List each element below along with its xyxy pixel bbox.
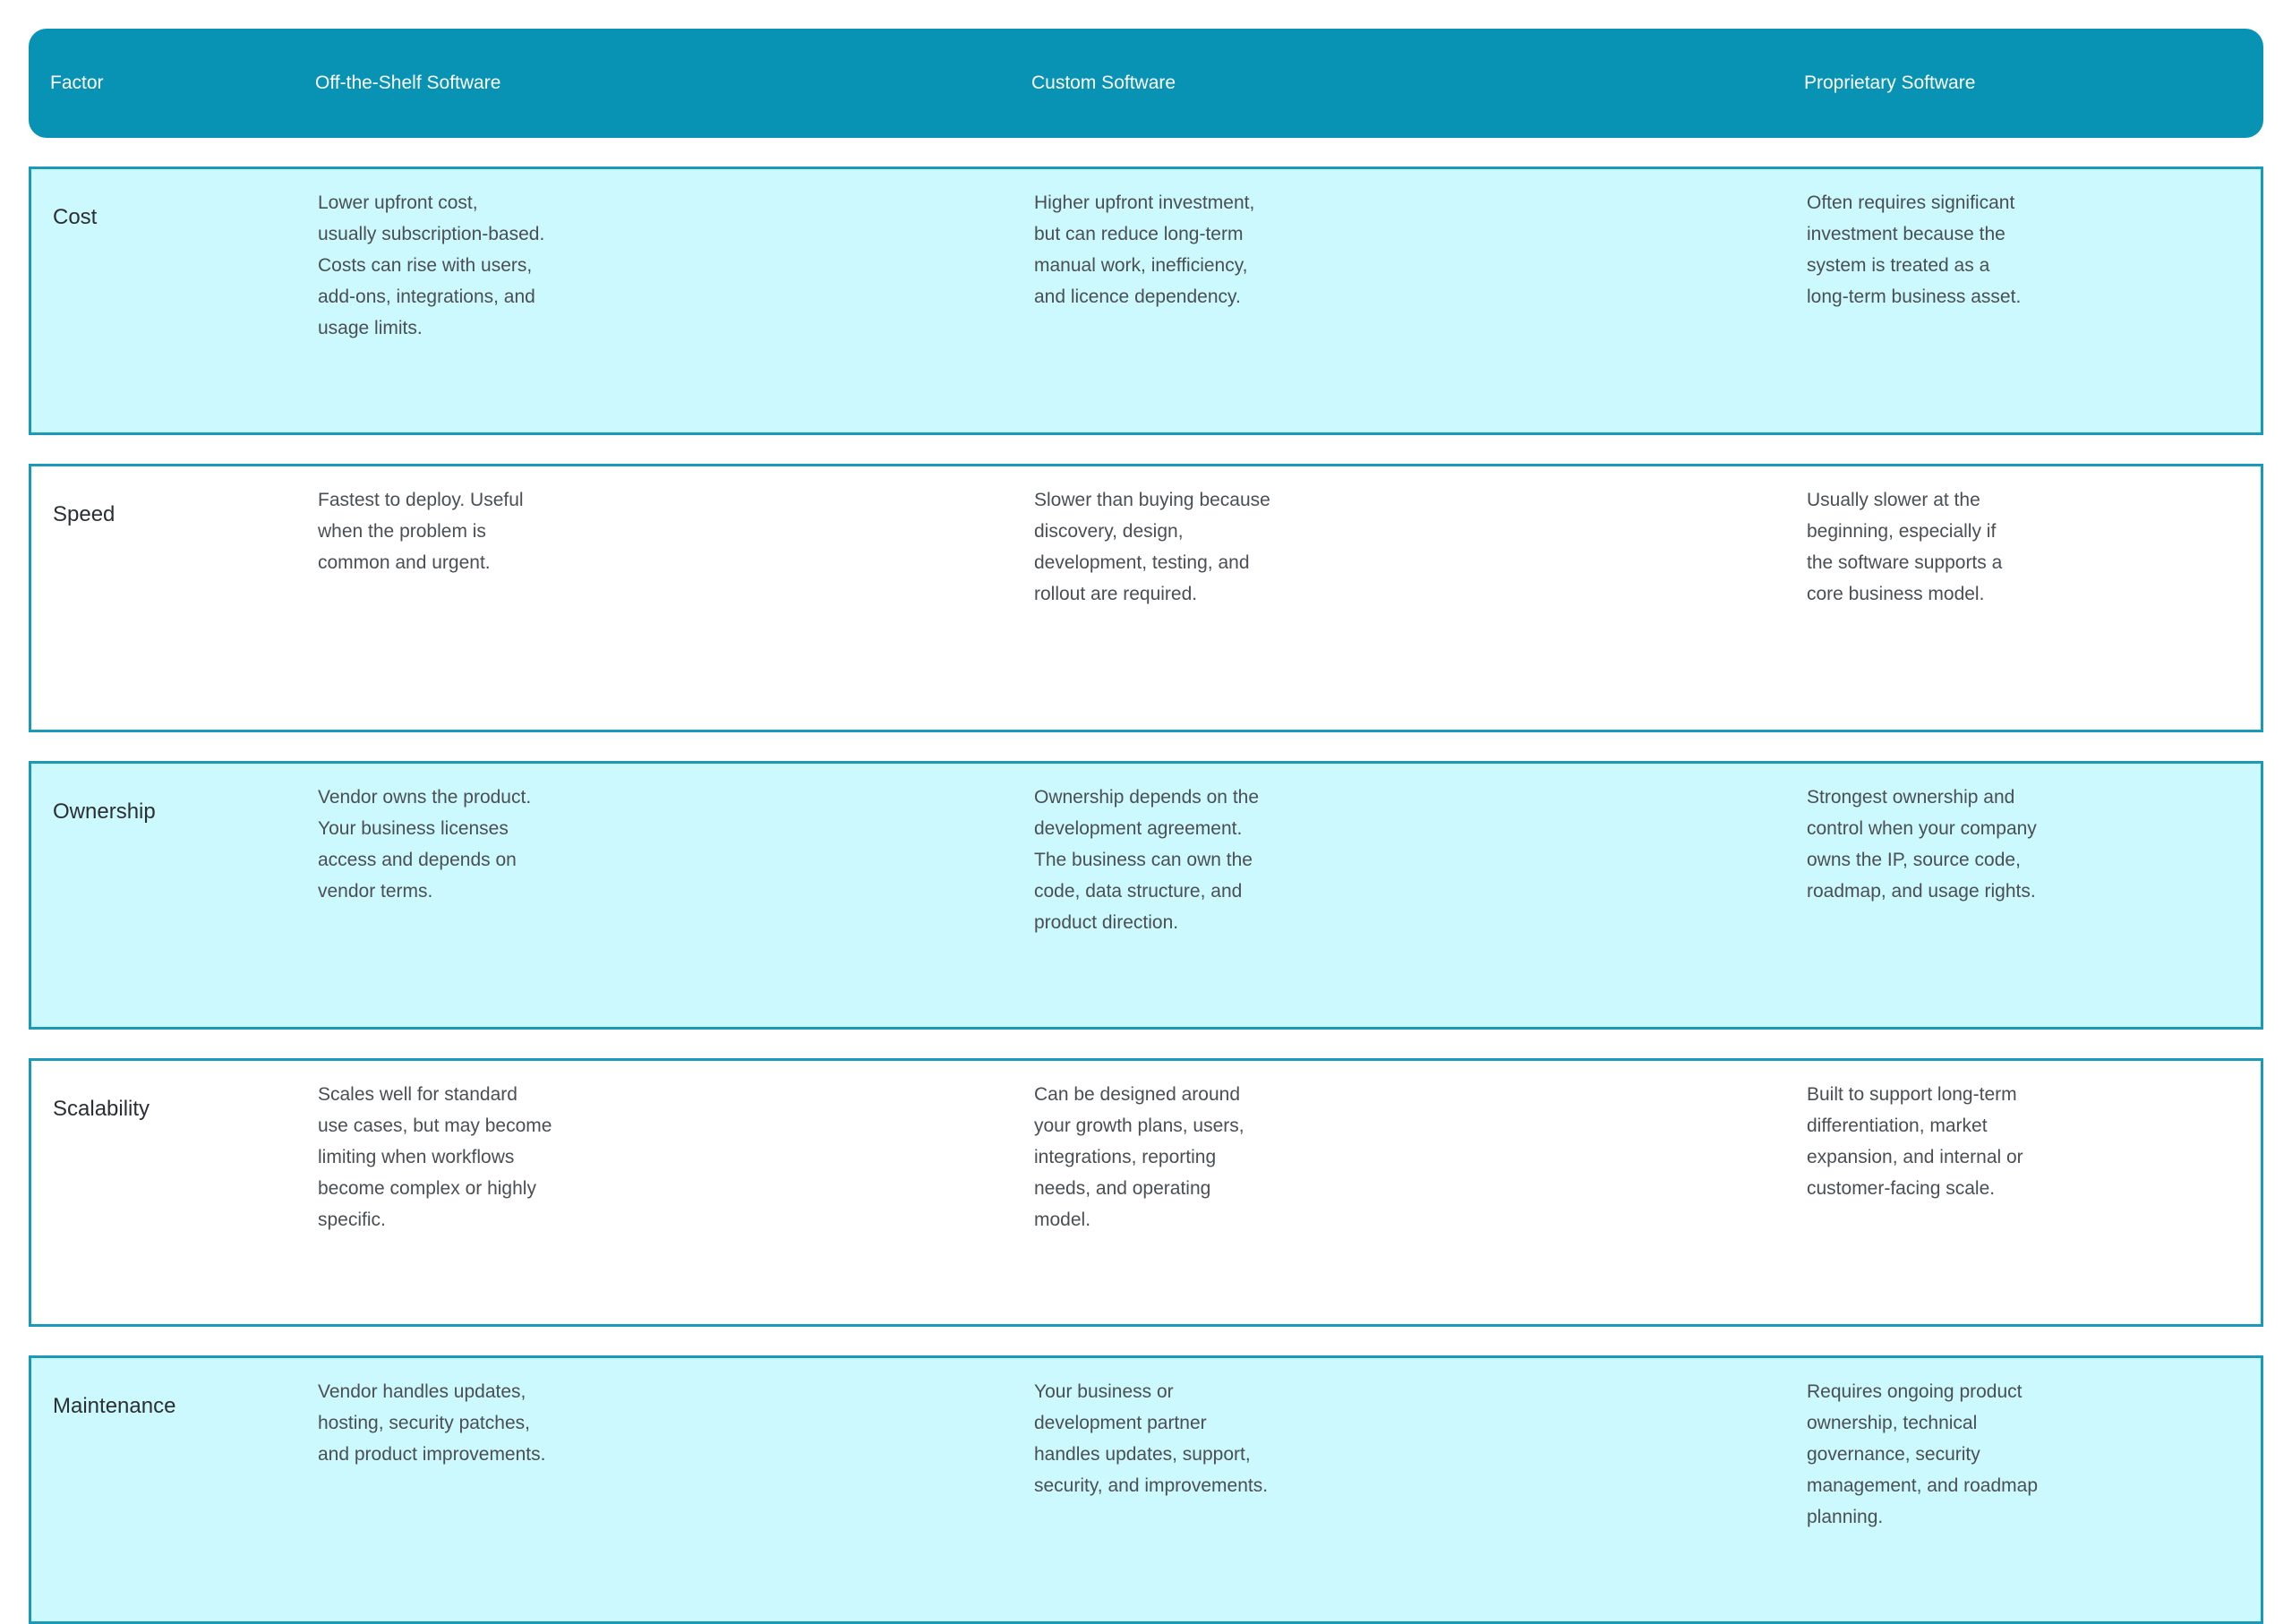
comparison-table	[29, 29, 2263, 1624]
proprietary-cell: Requires ongoing product ownership, technical governance, security management, and roadmap planning.	[1807, 1381, 2038, 1527]
proprietary-cell: Usually slower at the beginning, especially if the software supports a core business model.	[1807, 490, 2003, 604]
header-off-the-shelf: Off-the-Shelf Software	[315, 73, 501, 93]
proprietary-cell: Strongest ownership and control when your company owns the IP, source code, roadmap, and usage rights.	[1807, 787, 2037, 902]
off-the-shelf-cell: Vendor handles updates, hosting, security patches, and product improvements.	[318, 1381, 546, 1465]
custom-cell: Higher upfront investment, but can reduce long-term manual work, inefficiency, and licence dependency.	[1034, 192, 1255, 307]
factor-label: Ownership	[53, 799, 156, 824]
proprietary-cell: Built to support long-term differentiation, market expansion, and internal or customer-facing scale.	[1807, 1084, 2023, 1199]
table-row-speed	[29, 464, 2263, 732]
off-the-shelf-cell: Scales well for standard use cases, but may become limiting when workflows become complex or highly specific.	[318, 1084, 552, 1230]
custom-cell: Slower than buying because discovery, design, development, testing, and rollout are required.	[1034, 490, 1270, 604]
table-row-maintenance	[29, 1355, 2263, 1624]
table-row-scalability	[29, 1058, 2263, 1327]
table-row-cost	[29, 167, 2263, 435]
custom-cell: Ownership depends on the development agreement. The business can own the code, data structure, and product direction.	[1034, 787, 1260, 933]
factor-label: Speed	[53, 502, 115, 526]
factor-label: Maintenance	[53, 1394, 176, 1418]
custom-cell: Can be designed around your growth plans, users, integrations, reporting needs, and operating model.	[1034, 1084, 1244, 1230]
table-header-row	[29, 29, 2263, 138]
header-proprietary: Proprietary Software	[1804, 73, 1976, 93]
off-the-shelf-cell: Lower upfront cost, usually subscription-based. Costs can rise with users, add-ons, integrations, and usage limits.	[318, 192, 545, 338]
header-factor: Factor	[50, 73, 104, 93]
table-row-ownership	[29, 761, 2263, 1030]
factor-label: Cost	[53, 205, 98, 229]
off-the-shelf-cell: Vendor owns the product. Your business licenses access and depends on vendor terms.	[318, 787, 532, 902]
custom-cell: Your business or development partner handles updates, support, security, and improvements.	[1034, 1381, 1269, 1496]
proprietary-cell: Often requires significant investment because the system is treated as a long-term business asset.	[1807, 192, 2022, 307]
factor-label: Scalability	[53, 1097, 150, 1121]
off-the-shelf-cell: Fastest to deploy. Useful when the problem is common and urgent.	[318, 490, 524, 573]
header-custom: Custom Software	[1031, 73, 1176, 93]
